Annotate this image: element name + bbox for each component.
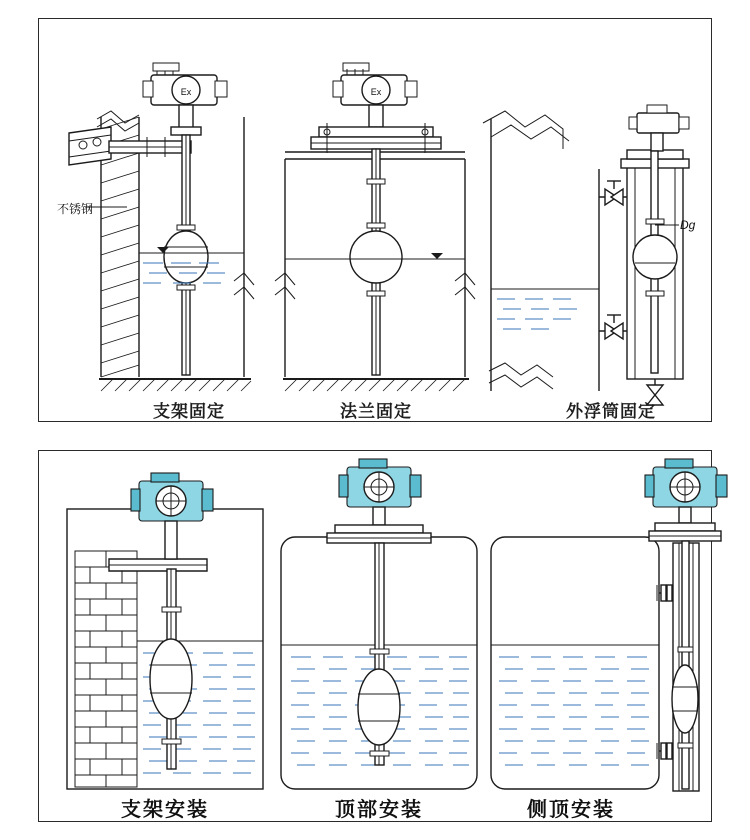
svg-text:Ex: Ex [370,87,382,97]
figure-bracket-install [67,473,263,789]
label-dg-text: Dg [680,218,696,232]
svg-text:Ex: Ex [180,87,192,97]
panel-bottom-drawing [39,451,713,823]
caption-top-install: 顶部安装 [335,799,423,821]
caption-bracket-install: 支架安装 [121,799,209,821]
figure-top-install [281,459,477,789]
figure-bracket-fixed [69,63,254,391]
caption-flange-fixed: 法兰固定 [340,402,412,421]
figure-flange-fixed [275,63,475,391]
label-stainless-steel: 不锈钢 [57,202,94,216]
panel-top [38,18,712,422]
figure-side-top-install [491,459,727,791]
panel-top-drawing [39,19,713,423]
panel-bottom [38,450,712,822]
figure-external-chamber-fixed [483,105,689,405]
caption-side-top-install: 侧顶安装 [527,799,615,821]
caption-external-chamber-fixed: 外浮筒固定 [566,402,656,421]
caption-bracket-fixed: 支架固定 [153,402,225,421]
